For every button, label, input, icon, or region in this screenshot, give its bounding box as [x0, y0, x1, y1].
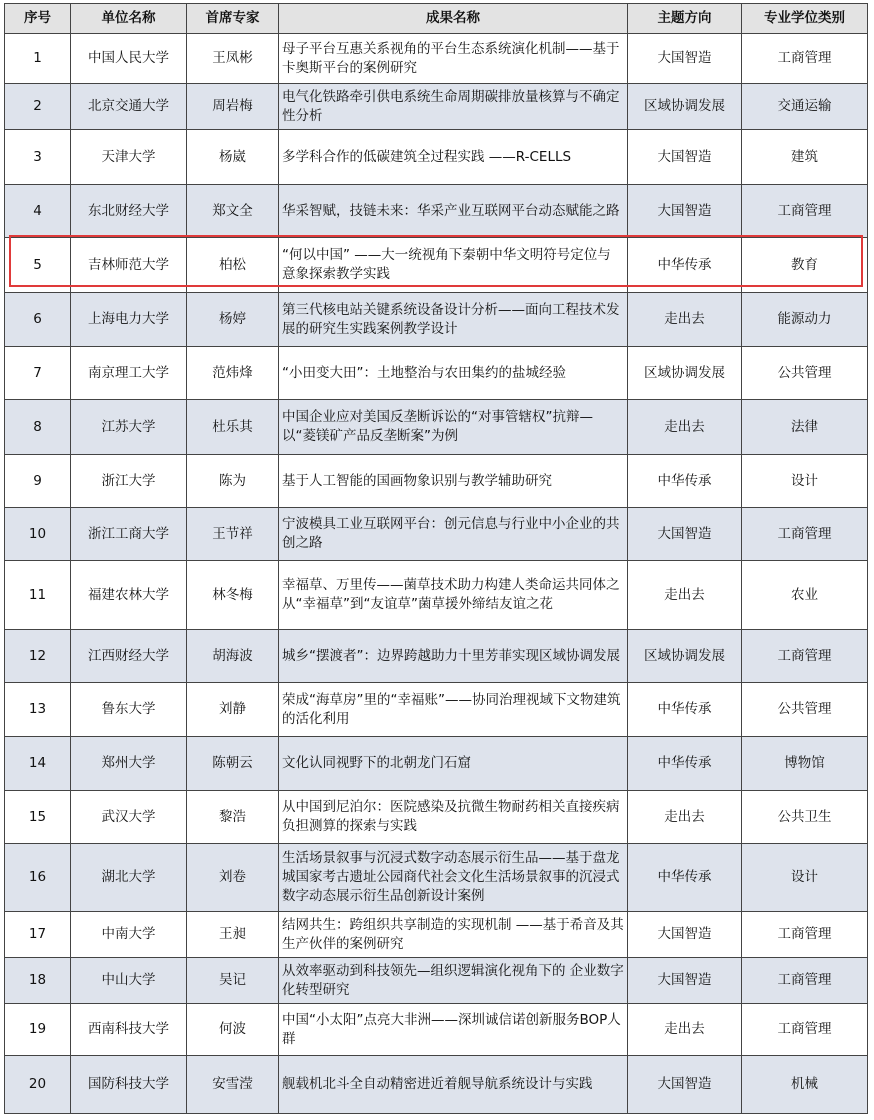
cell-unit: 郑州大学	[71, 737, 187, 791]
table-header-row	[5, 4, 868, 34]
cell-category: 工商管理	[742, 34, 868, 84]
cell-unit: 上海电力大学	[71, 293, 187, 347]
cell-theme: 中华传承	[628, 844, 742, 912]
table-row	[5, 912, 868, 958]
cell-category: 工商管理	[742, 185, 868, 238]
header-expert: 首席专家	[187, 4, 279, 34]
cell-title: 中国企业应对美国反垄断诉讼的“对事管辖权”抗辩—以“菱镁矿产品反垄断案”为例	[279, 400, 628, 455]
cell-seq: 16	[5, 844, 71, 912]
cell-theme: 大国智造	[628, 185, 742, 238]
cell-expert: 刘卷	[187, 844, 279, 912]
cell-theme: 走出去	[628, 400, 742, 455]
cell-unit: 鲁东大学	[71, 683, 187, 737]
cell-category: 设计	[742, 844, 868, 912]
cell-seq: 5	[5, 238, 71, 293]
cell-theme: 走出去	[628, 561, 742, 630]
cell-seq: 12	[5, 630, 71, 683]
cell-theme: 大国智造	[628, 912, 742, 958]
cell-unit: 吉林师范大学	[71, 238, 187, 293]
cell-title: 电气化铁路牵引供电系统生命周期碳排放量核算与不确定性分析	[279, 84, 628, 130]
cell-theme: 走出去	[628, 1004, 742, 1056]
cell-unit: 湖北大学	[71, 844, 187, 912]
cell-expert: 陈为	[187, 455, 279, 508]
cell-seq: 19	[5, 1004, 71, 1056]
cell-category: 机械	[742, 1056, 868, 1114]
cell-unit: 武汉大学	[71, 791, 187, 844]
cell-category: 教育	[742, 238, 868, 293]
cell-unit: 中南大学	[71, 912, 187, 958]
header-unit: 单位名称	[71, 4, 187, 34]
cell-expert: 周岩梅	[187, 84, 279, 130]
cell-seq: 9	[5, 455, 71, 508]
cell-expert: 杨崴	[187, 130, 279, 185]
cell-unit: 西南科技大学	[71, 1004, 187, 1056]
table-row	[5, 791, 868, 844]
cell-unit: 北京交通大学	[71, 84, 187, 130]
table-row	[5, 844, 868, 912]
cell-seq: 3	[5, 130, 71, 185]
header-title: 成果名称	[279, 4, 628, 34]
table-row	[5, 455, 868, 508]
cell-category: 建筑	[742, 130, 868, 185]
cell-category: 设计	[742, 455, 868, 508]
cell-title: 多学科合作的低碳建筑全过程实践 ——R-CELLS	[279, 130, 628, 185]
cell-expert: 陈朝云	[187, 737, 279, 791]
cell-category: 公共管理	[742, 347, 868, 400]
cell-title: 宁波模具工业互联网平台：创元信息与行业中小企业的共创之路	[279, 508, 628, 561]
cell-unit: 国防科技大学	[71, 1056, 187, 1114]
table-row	[5, 400, 868, 455]
table-row	[5, 508, 868, 561]
cell-expert: 黎浩	[187, 791, 279, 844]
cell-theme: 大国智造	[628, 1056, 742, 1114]
cell-title: 母子平台互惠关系视角的平台生态系统演化机制——基于卡奥斯平台的案例研究	[279, 34, 628, 84]
cell-title: 生活场景叙事与沉浸式数字动态展示衍生品——基于盘龙城国家考古遗址公园商代社会文化生活场景叙事的沉浸式数字动态展示衍生品创新设计案例	[279, 844, 628, 912]
cell-title: 第三代核电站关键系统设备设计分析——面向工程技术发展的研究生实践案例教学设计	[279, 293, 628, 347]
cell-title: “何以中国” ——大一统视角下秦朝中华文明符号定位与意象探索教学实践	[279, 238, 628, 293]
achievements-table	[4, 3, 868, 1114]
table-row-highlighted	[5, 238, 868, 293]
cell-seq: 7	[5, 347, 71, 400]
cell-expert: 刘静	[187, 683, 279, 737]
cell-theme: 区域协调发展	[628, 347, 742, 400]
cell-expert: 林冬梅	[187, 561, 279, 630]
cell-title: 荣成“海草房”里的“幸福账”——协同治理视域下文物建筑的活化利用	[279, 683, 628, 737]
table-row	[5, 683, 868, 737]
cell-title: “小田变大田”：土地整治与农田集约的盐城经验	[279, 347, 628, 400]
table-row	[5, 293, 868, 347]
cell-category: 博物馆	[742, 737, 868, 791]
table-row	[5, 185, 868, 238]
cell-theme: 中华传承	[628, 238, 742, 293]
cell-theme: 大国智造	[628, 508, 742, 561]
cell-seq: 18	[5, 958, 71, 1004]
cell-expert: 安雪滢	[187, 1056, 279, 1114]
cell-seq: 6	[5, 293, 71, 347]
table-row	[5, 1004, 868, 1056]
cell-expert: 杨婷	[187, 293, 279, 347]
cell-expert: 郑文全	[187, 185, 279, 238]
cell-category: 法律	[742, 400, 868, 455]
cell-unit: 东北财经大学	[71, 185, 187, 238]
cell-theme: 中华传承	[628, 737, 742, 791]
cell-unit: 中国人民大学	[71, 34, 187, 84]
cell-theme: 中华传承	[628, 683, 742, 737]
cell-category: 工商管理	[742, 912, 868, 958]
cell-seq: 4	[5, 185, 71, 238]
table-row	[5, 630, 868, 683]
cell-unit: 江西财经大学	[71, 630, 187, 683]
cell-category: 工商管理	[742, 1004, 868, 1056]
cell-expert: 范炜烽	[187, 347, 279, 400]
cell-seq: 20	[5, 1056, 71, 1114]
header-seq: 序号	[5, 4, 71, 34]
cell-category: 能源动力	[742, 293, 868, 347]
cell-unit: 中山大学	[71, 958, 187, 1004]
cell-seq: 1	[5, 34, 71, 84]
cell-category: 农业	[742, 561, 868, 630]
cell-expert: 胡海波	[187, 630, 279, 683]
cell-expert: 杜乐其	[187, 400, 279, 455]
table-row	[5, 737, 868, 791]
cell-expert: 王节祥	[187, 508, 279, 561]
cell-expert: 柏松	[187, 238, 279, 293]
cell-unit: 浙江大学	[71, 455, 187, 508]
cell-category: 工商管理	[742, 630, 868, 683]
cell-expert: 吴记	[187, 958, 279, 1004]
cell-expert: 王昶	[187, 912, 279, 958]
cell-title: 幸福草、万里传——菌草技术助力构建人类命运共同体之从“幸福草”到“友谊草”菌草援外缔结友谊之花	[279, 561, 628, 630]
cell-expert: 何波	[187, 1004, 279, 1056]
cell-theme: 大国智造	[628, 34, 742, 84]
table-row	[5, 561, 868, 630]
cell-title: 华采智赋，技链未来：华采产业互联网平台动态赋能之路	[279, 185, 628, 238]
cell-seq: 14	[5, 737, 71, 791]
cell-title: 中国“小太阳”点亮大非洲——深圳诚信诺创新服务BOP人群	[279, 1004, 628, 1056]
cell-title: 结网共生：跨组织共享制造的实现机制 ——基于希音及其生产伙伴的案例研究	[279, 912, 628, 958]
cell-seq: 15	[5, 791, 71, 844]
cell-title: 城乡“摆渡者”：边界跨越助力十里芳菲实现区域协调发展	[279, 630, 628, 683]
cell-seq: 2	[5, 84, 71, 130]
cell-category: 工商管理	[742, 958, 868, 1004]
cell-theme: 区域协调发展	[628, 84, 742, 130]
cell-unit: 江苏大学	[71, 400, 187, 455]
cell-theme: 区域协调发展	[628, 630, 742, 683]
table-row	[5, 34, 868, 84]
header-category: 专业学位类别	[742, 4, 868, 34]
cell-title: 文化认同视野下的北朝龙门石窟	[279, 737, 628, 791]
cell-theme: 中华传承	[628, 455, 742, 508]
header-theme: 主题方向	[628, 4, 742, 34]
cell-seq: 13	[5, 683, 71, 737]
cell-unit: 福建农林大学	[71, 561, 187, 630]
cell-theme: 大国智造	[628, 130, 742, 185]
cell-theme: 走出去	[628, 791, 742, 844]
cell-category: 交通运输	[742, 84, 868, 130]
cell-title: 从中国到尼泊尔：医院感染及抗微生物耐药相关直接疾病负担测算的探索与实践	[279, 791, 628, 844]
cell-category: 公共管理	[742, 683, 868, 737]
cell-theme: 走出去	[628, 293, 742, 347]
cell-category: 公共卫生	[742, 791, 868, 844]
cell-seq: 17	[5, 912, 71, 958]
cell-category: 工商管理	[742, 508, 868, 561]
cell-expert: 王凤彬	[187, 34, 279, 84]
cell-title: 基于人工智能的国画物象识别与教学辅助研究	[279, 455, 628, 508]
cell-seq: 8	[5, 400, 71, 455]
cell-unit: 浙江工商大学	[71, 508, 187, 561]
cell-seq: 11	[5, 561, 71, 630]
table-row	[5, 1056, 868, 1114]
table-row	[5, 958, 868, 1004]
table-row	[5, 130, 868, 185]
cell-theme: 大国智造	[628, 958, 742, 1004]
cell-title: 从效率驱动到科技领先—组织逻辑演化视角下的 企业数字化转型研究	[279, 958, 628, 1004]
table-row	[5, 84, 868, 130]
cell-seq: 10	[5, 508, 71, 561]
cell-unit: 天津大学	[71, 130, 187, 185]
table-row	[5, 347, 868, 400]
cell-unit: 南京理工大学	[71, 347, 187, 400]
cell-title: 舰载机北斗全自动精密进近着舰导航系统设计与实践	[279, 1056, 628, 1114]
